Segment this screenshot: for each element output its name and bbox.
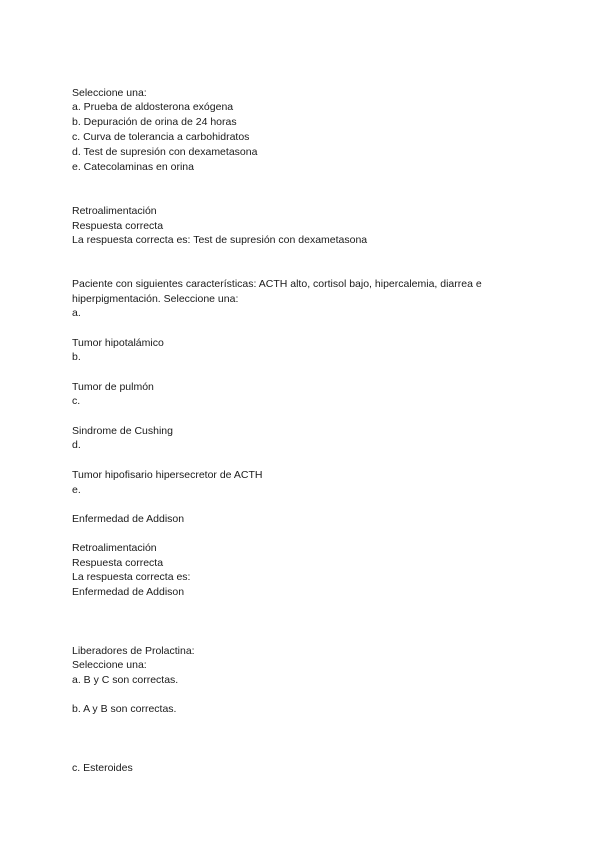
q3-option-b: b. A y B son correctas. — [72, 703, 177, 715]
q1-option-e: e. Catecolaminas en orina — [72, 161, 194, 173]
q2-stem-line1: Paciente con siguientes características: ACTH alto, cortisol bajo, hipercalemia, diarrea e — [72, 278, 482, 290]
q2-letter-b: b. — [72, 351, 81, 363]
q3-title: Liberadores de Prolactina: — [72, 645, 195, 657]
q3-prompt: Seleccione una: — [72, 659, 147, 671]
q1-prompt: Seleccione una: — [72, 87, 147, 99]
q1-feedback-title: Retroalimentación — [72, 205, 157, 217]
q2-stem-line2: hiperpigmentación. Seleccione una: — [72, 293, 239, 305]
q2-feedback-answer-label: La respuesta correcta es: — [72, 571, 191, 583]
q3-option-c: c. Esteroides — [72, 762, 133, 774]
q1-option-d: d. Test de supresión con dexametasona — [72, 146, 258, 158]
q2-feedback-answer-value: Enfermedad de Addison — [72, 586, 185, 598]
q1-feedback-answer: La respuesta correcta es: Test de supresión con dexametasona — [72, 234, 368, 246]
q2-letter-d: d. — [72, 439, 81, 451]
q2-option-c: Sindrome de Cushing — [72, 425, 173, 437]
q3-option-a: a. B y C son correctas. — [72, 674, 179, 686]
q1-feedback-status: Respuesta correcta — [72, 220, 164, 232]
q2-option-e: Enfermedad de Addison — [72, 513, 185, 525]
q2-letter-a: a. — [72, 307, 81, 319]
q1-option-b: b. Depuración de orina de 24 horas — [72, 116, 237, 128]
q1-option-a: a. Prueba de aldosterona exógena — [72, 101, 234, 113]
q2-option-a: Tumor hipotalámico — [72, 337, 164, 349]
q2-option-b: Tumor de pulmón — [72, 381, 154, 393]
q2-option-d: Tumor hipofisario hipersecretor de ACTH — [72, 469, 263, 481]
q2-feedback-title: Retroalimentación — [72, 542, 157, 554]
q2-letter-e: e. — [72, 484, 81, 496]
q1-option-c: c. Curva de tolerancia a carbohidratos — [72, 131, 250, 143]
q2-letter-c: c. — [72, 395, 81, 407]
q2-feedback-status: Respuesta correcta — [72, 557, 164, 569]
